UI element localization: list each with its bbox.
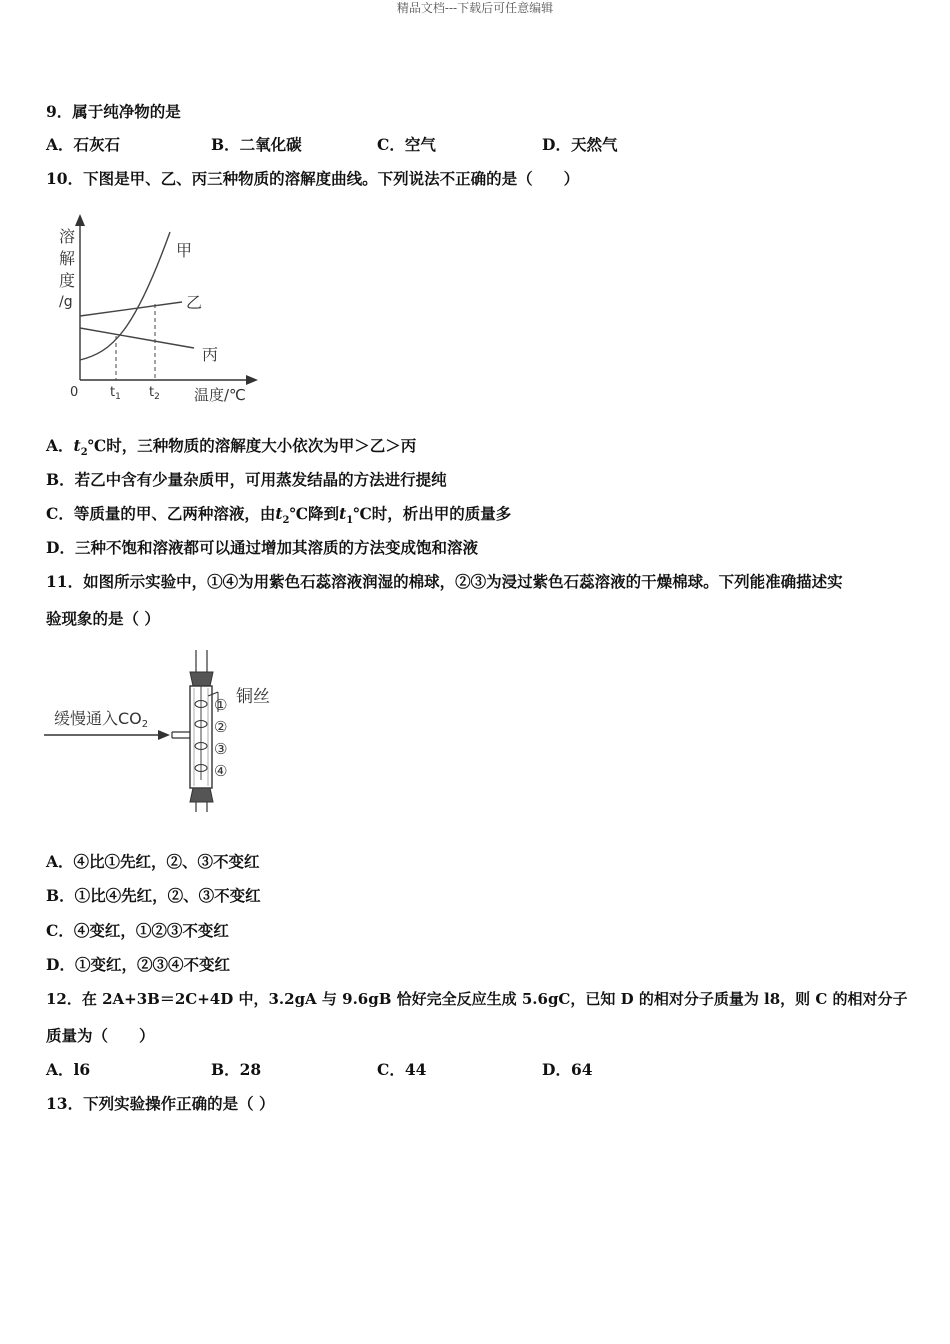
wire-label: 铜丝 xyxy=(236,687,270,707)
q10-option-c[interactable]: C．等质量的甲、乙两种溶液，由$t_2℃$降到$t_1℃$时，析出甲的质量多 xyxy=(46,504,512,527)
curve-label-yi: 乙 xyxy=(186,293,203,312)
q9-option-b[interactable]: B．二氧化碳 xyxy=(211,135,302,154)
y-axis-arrow-icon xyxy=(75,214,85,226)
t2-label: $t_2$ xyxy=(149,385,160,402)
curve-label-bing: 丙 xyxy=(202,345,219,364)
curve-bing xyxy=(80,328,194,348)
q9-option-c[interactable]: C．空气 xyxy=(377,135,436,154)
ylabel-char-4: /g xyxy=(59,294,73,310)
q10-stem: 10．下图是甲、乙、丙三种物质的溶解度曲线。下列说法不正确的是（ ） xyxy=(46,169,580,188)
q9-option-d[interactable]: D．天然气 xyxy=(542,135,618,154)
page-header: 精品文档---下载后可任意编辑 xyxy=(396,1,554,15)
q10-option-b[interactable]: B．若乙中含有少量杂质甲，可用蒸发结晶的方法进行提纯 xyxy=(46,470,447,489)
q11-option-d[interactable]: D．①变红，②③④不变红 xyxy=(46,955,230,974)
ylabel-char-3: 度 xyxy=(59,271,76,290)
q12-option-b[interactable]: B．28 xyxy=(211,1060,262,1079)
ball-label-2: ② xyxy=(214,718,228,736)
q11-option-a[interactable]: A．④比①先红，②、③不变红 xyxy=(46,852,260,871)
ball-label-1: ① xyxy=(214,696,228,714)
top-stopper xyxy=(190,672,213,686)
co2-tube-figure xyxy=(44,648,294,814)
q12-option-c[interactable]: C．44 xyxy=(377,1060,427,1079)
solubility-curve-figure xyxy=(54,212,264,408)
q11-stem-line2: 验现象的是（ ） xyxy=(46,609,160,628)
ball-label-3: ③ xyxy=(214,740,228,758)
q10-option-a[interactable]: A．$t_2℃$时，三种物质的溶解度大小依次为甲＞乙＞丙 xyxy=(46,436,417,459)
q10-option-d[interactable]: D．三种不饱和溶液都可以通过增加其溶质的方法变成饱和溶液 xyxy=(46,538,478,557)
bottom-stopper xyxy=(190,788,213,802)
q12-option-a[interactable]: A．l6 xyxy=(46,1060,91,1079)
x-axis-arrow-icon xyxy=(246,375,258,385)
q12-option-d[interactable]: D．64 xyxy=(542,1060,593,1079)
inlet-label: 缓慢通入CO2 xyxy=(54,709,149,730)
q11-option-b[interactable]: B．①比④先红，②、③不变红 xyxy=(46,886,261,905)
q9-option-a[interactable]: A．石灰石 xyxy=(46,135,121,154)
q12-stem-line1: 12．在 2A+3B＝2C+4D 中，3.2gA 与 9.6gB 恰好完全反应生成 5.6gC，已知 D 的相对分子质量为 l8，则 C 的相对分子 xyxy=(46,990,908,1008)
curve-yi xyxy=(80,302,182,316)
origin-label: 0 xyxy=(70,385,79,400)
x-axis-label: 温度/℃ xyxy=(194,386,246,404)
ylabel-char-2: 解 xyxy=(59,249,76,268)
gas-arrow-head-icon xyxy=(158,730,170,740)
q9-stem: 9．属于纯净物的是 xyxy=(46,102,181,121)
q13-stem: 13．下列实验操作正确的是（ ） xyxy=(46,1094,275,1113)
ylabel-char-1: 溶 xyxy=(59,227,76,246)
q11-option-c[interactable]: C．④变红，①②③不变红 xyxy=(46,921,229,940)
q12-stem-line2: 质量为（ ） xyxy=(46,1026,155,1045)
q11-stem-line1: 11．如图所示实验中，①④为用紫色石蕊溶液润湿的棉球，②③为浸过紫色石蕊溶液的干燥棉球。下列能准确描述实 xyxy=(46,572,843,591)
t1-label: $t_1$ xyxy=(110,385,121,402)
curve-label-jia: 甲 xyxy=(176,241,193,260)
ball-label-4: ④ xyxy=(214,762,228,780)
